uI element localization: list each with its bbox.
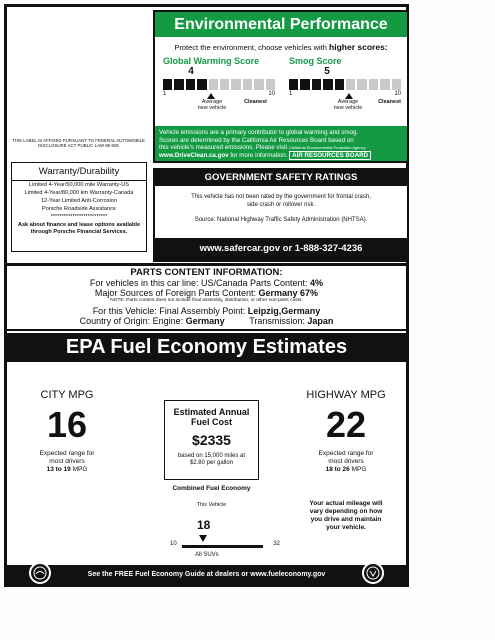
driveclean-link[interactable]: www.DriveClean.ca.gov — [159, 151, 229, 159]
engine-origin: Germany — [185, 316, 225, 326]
highway-mpg-value: 22 — [325, 404, 367, 445]
combined-scale-max: 32 — [273, 541, 280, 547]
env-note-line4 — [159, 152, 403, 160]
doe-seal-icon — [362, 562, 384, 584]
combined-mpg-value: 18 — [197, 518, 211, 532]
parts-title: PARTS CONTENT INFORMATION: — [130, 267, 283, 278]
vehicle-class-label: All SUVs — [195, 552, 219, 558]
highway-range-text: Expected range for most drivers — [318, 450, 374, 465]
transmission-origin: Japan — [307, 316, 334, 326]
fuel-cost-basis: based on 15,000 miles at $2.80 per gallon — [177, 453, 246, 466]
fueleconomy-footer[interactable]: See the FREE Fuel Economy Guide at dealers or www.fueleconomy.gov — [7, 565, 406, 585]
highway-mpg-block — [286, 389, 406, 532]
smog-scale — [289, 79, 401, 90]
env-note — [155, 126, 407, 161]
epa-seal-icon — [29, 562, 51, 584]
highway-mpg-label: HIGHWAY MPG — [306, 389, 386, 401]
env-note-line3-text: this vehicle's measured emissions. Please visit — [159, 144, 288, 152]
env-note-line2: Scores are determined by the California Air Resources Board based on — [159, 136, 354, 144]
parts-line2-value: Germany 67% — [258, 288, 319, 298]
warranty-title: Warranty/Durability — [12, 163, 146, 181]
calepa-label: California Environmental Protection Agency — [288, 145, 366, 151]
env-subtitle — [155, 42, 407, 52]
global-warming-label: Global Warming Score — [163, 56, 260, 66]
parts-line3-value: Leipzig,Germany — [247, 306, 321, 316]
annual-fuel-cost-box — [164, 400, 259, 480]
safercar-link[interactable]: www.safercar.gov or 1-888-327-4236 — [155, 238, 407, 260]
combined-mpg-scale — [170, 515, 280, 565]
env-note-line4-text: for more information. — [230, 151, 288, 159]
smog-cleanest-label: Cleanest — [378, 99, 401, 105]
combined-fuel-economy-label: Combined Fuel Economy — [172, 485, 251, 492]
parts-line1-value: 4% — [310, 278, 324, 288]
smog-max: 10 — [394, 91, 401, 97]
gw-max: 10 — [268, 91, 275, 97]
smog-value: 5 — [324, 66, 330, 77]
environmental-performance-panel — [153, 10, 409, 163]
warranty-line: Porsche Roadside Assistance — [41, 206, 116, 212]
fuel-cost-heading: Estimated Annual Fuel Cost — [173, 407, 250, 427]
parts-content-panel — [7, 263, 406, 331]
parts-line1-label: For vehicles in this car line: US/Canada Parts Content: — [89, 278, 308, 288]
global-warming-value: 4 — [188, 66, 194, 77]
env-subtitle-emphasis: higher scores: — [329, 42, 388, 52]
warranty-line: ************************** — [50, 214, 108, 220]
safety-text: This vehicle has not been rated by the government for frontal crash, side crash or rollover risk. — [191, 194, 371, 208]
smog-score — [289, 56, 401, 113]
city-mpg-block — [7, 389, 127, 474]
epa-title: EPA Fuel Economy Estimates — [7, 333, 406, 362]
safety-source: Source: National Highway Traffic Safety Administration (NHTSA). — [194, 217, 368, 223]
warranty-line: Limited 4-Year/80,000 km Warranty-Canada — [24, 190, 134, 196]
combined-marker-icon — [199, 535, 207, 542]
gw-average-label: Average new vehicle — [197, 99, 227, 111]
parts-line3-label: For this Vehicle: Final Assembly Point: — [92, 306, 246, 316]
combined-scale-line — [182, 545, 263, 548]
city-mpg-label: CITY MPG — [40, 389, 94, 401]
warranty-line: 12-Year Limited Anti-Corrosion — [41, 198, 117, 204]
finance-note: Ask about finance and lease options available through Porsche Financial Services. — [17, 222, 141, 235]
fuel-cost-amount: $2335 — [192, 432, 231, 448]
city-range: 13 to 19 — [46, 466, 71, 473]
warranty-line: Limited 4-Year/50,000 mile Warranty-US — [28, 182, 129, 188]
city-range-unit: MPG — [72, 466, 88, 473]
safety-ratings-panel — [153, 168, 409, 262]
env-title: Environmental Performance — [155, 12, 407, 37]
this-vehicle-label: This Vehicle — [196, 502, 227, 508]
city-mpg-value: 16 — [46, 404, 88, 445]
global-warming-score — [163, 56, 275, 113]
parts-line2-label: Major Sources of Foreign Parts Content: — [94, 288, 256, 298]
smog-min: 1 — [289, 91, 293, 97]
arb-logo: AIR RESOURCES BOARD — [289, 151, 371, 160]
affixed-notice: THIS LABEL IS AFFIXED PURSUANT TO FEDERAL AUTOMOBILE DISCLOSURE ACT PUBLIC LAW 85-506 — [11, 138, 146, 148]
smog-average-label: Average new vehicle — [333, 99, 363, 111]
parts-note: NOTE: Parts content does not include final assembly, distribution, or other non-parts costs. — [110, 298, 303, 303]
warranty-box — [11, 162, 147, 252]
env-note-line1: Vehicle emissions are a primary contributor to global warming and smog. — [159, 129, 359, 136]
transmission-label: Transmission: — [249, 316, 305, 326]
score-scales — [155, 52, 407, 127]
gw-min: 1 — [163, 91, 167, 97]
parts-line4-label: Country of Origin: Engine: — [79, 316, 184, 326]
highway-range-unit: MPG — [351, 466, 367, 473]
gw-cleanest-label: Cleanest — [244, 99, 267, 105]
highway-range: 18 to 26 — [325, 466, 350, 473]
smog-label: Smog Score — [289, 56, 342, 66]
global-warming-scale — [163, 79, 275, 90]
city-range-text: Expected range for most drivers — [39, 450, 95, 465]
fuel-cost-block — [164, 400, 259, 508]
window-sticker — [4, 4, 409, 587]
your-actual-note: Your actual mileage will vary depending on how you drive and maintain your vehicle. — [309, 500, 383, 531]
combined-scale-min: 10 — [170, 541, 177, 547]
env-subtitle-text: Protect the environment, choose vehicles with — [174, 43, 327, 52]
safety-title: GOVERNMENT SAFETY RATINGS — [155, 170, 407, 186]
